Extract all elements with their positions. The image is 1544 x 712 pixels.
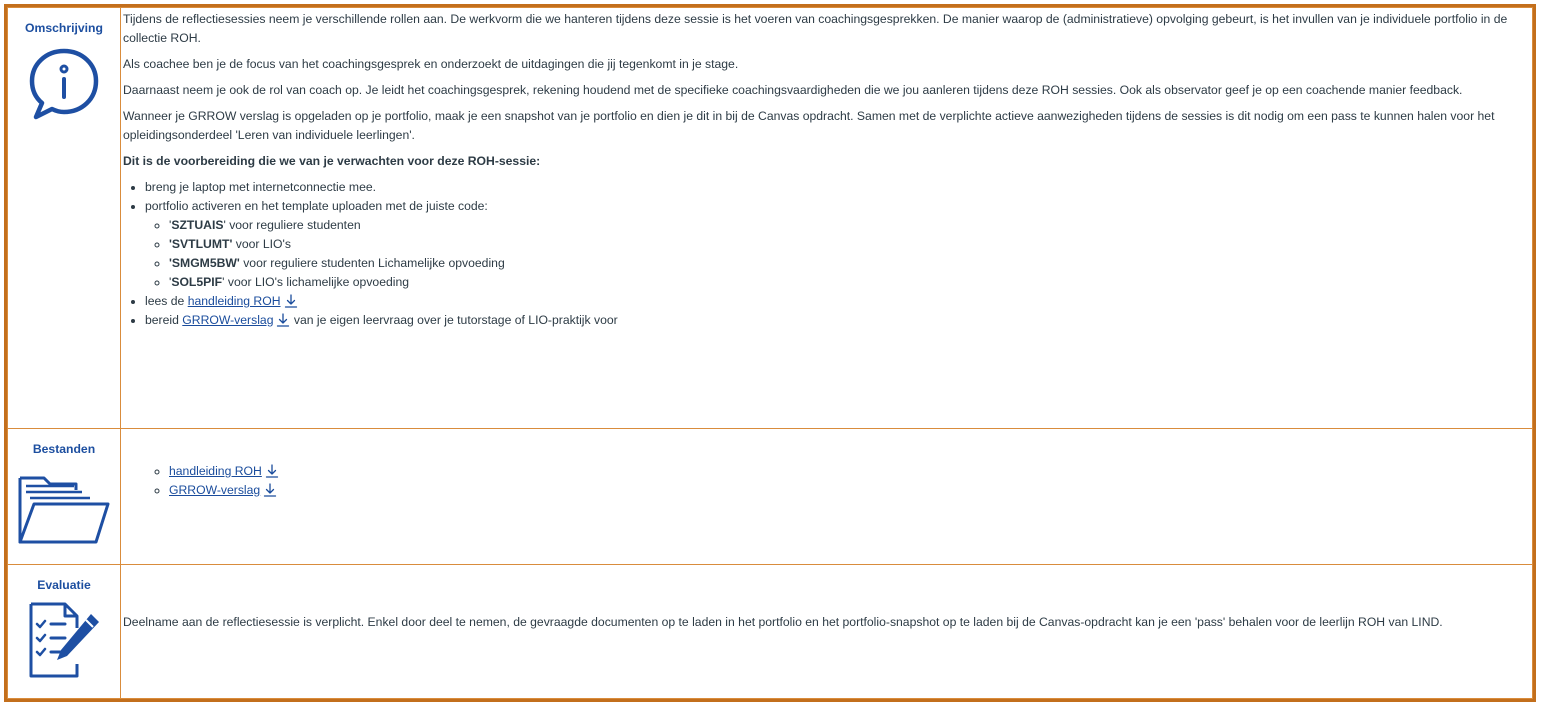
code-description: voor LIO's — [235, 237, 291, 251]
content-cell-evaluatie — [121, 565, 1533, 699]
code-list-item: ◦ 'SOL5PIF' voor LIO's lichamelijke opvoeding — [169, 273, 1528, 292]
file-list-item — [169, 481, 1528, 500]
info-table-frame — [4, 4, 1536, 702]
list-item-text: lees de — [145, 294, 185, 308]
description-paragraph-2: Als coachee ben je de focus van het coachingsgesprek en onderzoekt de uitdagingen die jij tegenkomt in je stage. — [123, 57, 739, 71]
info-table — [7, 7, 1533, 699]
code-description: voor reguliere studenten Lichamelijke opvoeding — [243, 256, 505, 270]
code-description: voor LIO's lichamelijke opvoeding — [227, 275, 410, 289]
download-icon[interactable] — [284, 294, 298, 308]
handleiding-roh-link[interactable]: handleiding ROH — [187, 294, 281, 308]
list-item-text: van je eigen leervraag over je tutorstage of LIO-praktijk voor — [293, 313, 618, 327]
description-paragraph-3: Daarnaast neem je ook de rol van coach op. Je leidt het coachingsgesprek, rekening houdend met de specifieke coachingsvaardigheden die we jou aanleren tijdens deze ROH sessies. Ook als observator geef je op een coachende manier feedback. — [123, 83, 1463, 97]
preparation-heading: Dit is de voorbereiding die we van je verwachten voor deze ROH-sessie: — [123, 154, 541, 168]
list-item — [145, 197, 1528, 292]
download-icon[interactable] — [276, 313, 290, 327]
file-link-grrow-verslag[interactable]: GRROW-verslag — [169, 483, 261, 497]
template-code: SMGM5BW — [171, 256, 237, 270]
code-list-item: ◦ 'SZTUAIS' voor reguliere studenten — [169, 216, 1528, 235]
template-code: SZTUAIS — [171, 218, 224, 232]
preparation-list — [123, 178, 1528, 330]
template-code: SVTLUMT — [171, 237, 230, 251]
content-cell-bestanden — [121, 429, 1533, 565]
row-bestanden — [8, 429, 1533, 565]
list-item — [145, 311, 1528, 330]
template-code: SOL5PIF — [171, 275, 223, 289]
download-icon[interactable] — [263, 483, 277, 497]
label-cell-omschrijving — [8, 8, 121, 429]
checklist-pen-icon — [25, 600, 103, 680]
row-label-bestanden: Bestanden — [32, 442, 96, 456]
list-item: • breng je laptop met internetconnectie mee. — [145, 178, 1528, 197]
row-label-evaluatie: Evaluatie — [37, 578, 91, 592]
list-item — [145, 292, 1528, 311]
row-omschrijving — [8, 8, 1533, 429]
folder-icon — [16, 468, 112, 546]
file-list — [123, 462, 1528, 500]
list-item-text: portfolio activeren en het template uploaden met de juiste code: — [145, 199, 488, 213]
download-icon[interactable] — [265, 464, 279, 478]
code-list — [145, 216, 1528, 292]
evaluation-text: Deelname aan de reflectiesessie is verplicht. Enkel door deel te nemen, de gevraagde documenten op te laden in het portfolio en het portfolio-snapshot op te laden bij de Canvas-opdracht kan je een 'pass' behalen voor de leerlijn ROH van LIND. — [123, 615, 1443, 629]
description-paragraph-4: Wanneer je GRROW verslag is opgeladen op je portfolio, maak je een snapshot van je portfolio en dien je dit in bij de Canvas opdracht. Samen met de verplichte actieve aanwezigheden tijdens de sessies is dit nodig om een pass te kunnen halen voor het opleidingsonderdeel 'Leren van individuele leerlingen'. — [123, 109, 1495, 142]
file-list-item — [169, 462, 1528, 481]
speech-bubble-info-icon — [26, 45, 102, 121]
list-item-text: bereid — [145, 313, 179, 327]
code-list-item: ◦ 'SMGM5BW' voor reguliere studenten Lichamelijke opvoeding — [169, 254, 1528, 273]
row-evaluatie — [8, 565, 1533, 699]
file-link-handleiding-roh[interactable]: handleiding ROH — [169, 464, 262, 478]
content-cell-omschrijving — [121, 8, 1533, 429]
label-cell-bestanden — [8, 429, 121, 565]
code-description: voor reguliere studenten — [229, 218, 361, 232]
row-label-omschrijving: Omschrijving — [25, 21, 103, 35]
label-cell-evaluatie — [8, 565, 121, 699]
description-paragraph-1: Tijdens de reflectiesessies neem je verschillende rollen aan. De werkvorm die we hanteren tijdens deze sessie is het voeren van coachingsgesprekken. De manier waarop de (administratieve) opvolging gebeurt, is het invullen van je individuele portfolio in de collectie ROH. — [123, 12, 1508, 45]
grrow-verslag-link[interactable]: GRROW-verslag — [182, 313, 274, 327]
code-list-item: ◦ 'SVTLUMT' voor LIO's — [169, 235, 1528, 254]
